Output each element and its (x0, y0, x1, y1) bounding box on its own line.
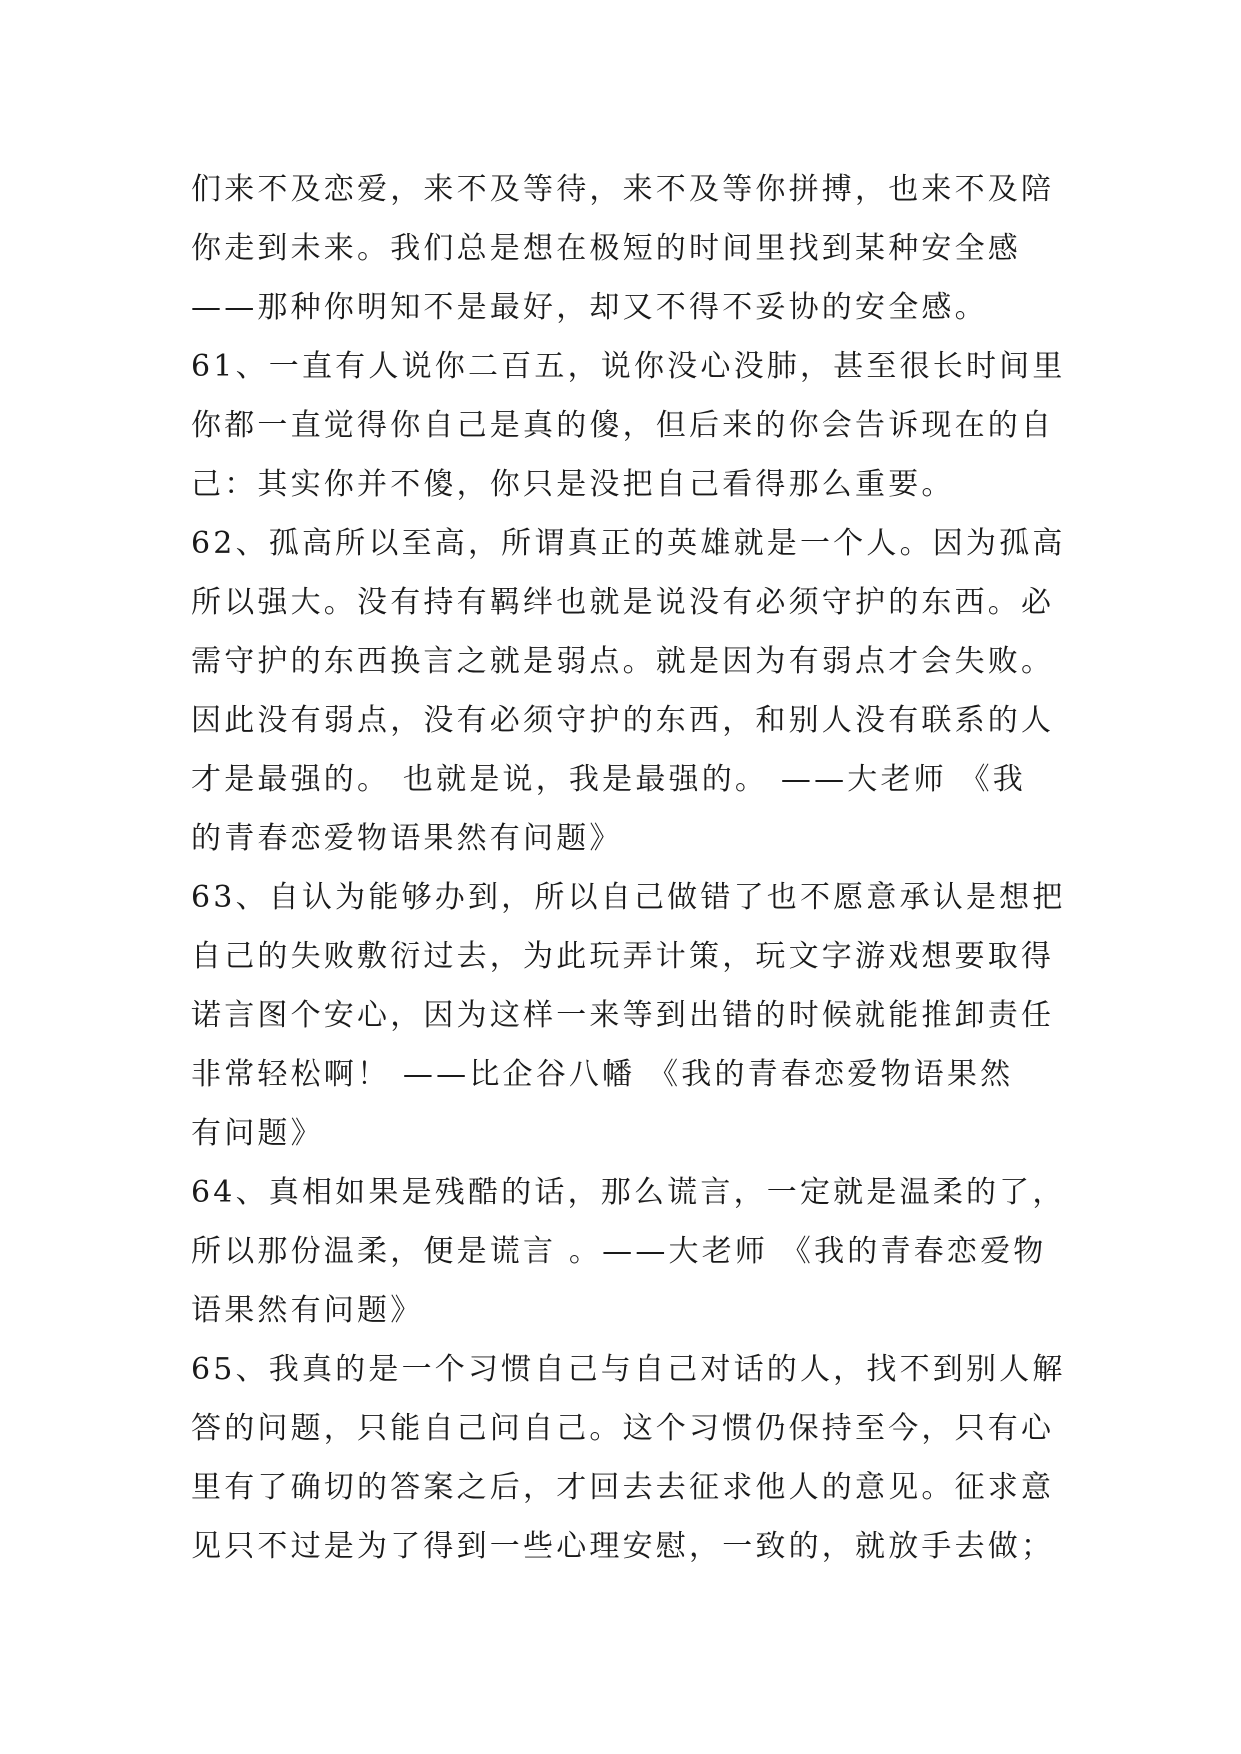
text-line: 的青春恋爱物语果然有问题》 (191, 821, 623, 856)
text-line: 所以那份温柔，便是谎言 。——大老师 《我的青春恋爱物 (191, 1234, 1047, 1269)
text-line: 因此没有弱点，没有必须守护的东西，和别人没有联系的人 (191, 703, 1055, 738)
text-line: 需守护的东西换言之就是弱点。就是因为有弱点才会失败。 (191, 644, 1055, 679)
text-line: 63、自认为能够办到，所以自己做错了也不愿意承认是想把 (191, 880, 1066, 915)
text-line: 见只不过是为了得到一些心理安慰，一致的，就放手去做； (191, 1529, 1055, 1564)
text-line: 65、我真的是一个习惯自己与自己对话的人，找不到别人解 (191, 1352, 1066, 1387)
text-line: 64、真相如果是残酷的话，那么谎言，一定就是温柔的了， (191, 1175, 1066, 1210)
text-line: ——那种你明知不是最好，却又不得不妥协的安全感。 (191, 290, 988, 325)
text-line: 里有了确切的答案之后，才回去去征求他人的意见。征求意 (191, 1470, 1055, 1505)
text-line: 语果然有问题》 (191, 1293, 424, 1328)
text-line: 62、孤高所以至高，所谓真正的英雄就是一个人。因为孤高 (191, 526, 1066, 561)
text-line: 有问题》 (191, 1116, 324, 1151)
text-line: 们来不及恋爱，来不及等待，来不及等你拼搏，也来不及陪 (191, 172, 1055, 207)
document-body (191, 160, 1071, 1576)
text-line: 答的问题，只能自己问自己。这个习惯仍保持至今，只有心 (191, 1411, 1055, 1446)
text-line: 才是最强的。 也就是说，我是最强的。 ——大老师 《我 (191, 762, 1027, 797)
text-line: 非常轻松啊！ ——比企谷八幡 《我的青春恋爱物语果然 (191, 1057, 1014, 1092)
text-line: 自己的失败敷衍过去，为此玩弄计策，玩文字游戏想要取得 (191, 939, 1055, 974)
text-line: 所以强大。没有持有羁绊也就是说没有必须守护的东西。必 (191, 585, 1055, 620)
text-line: 61、一直有人说你二百五，说你没心没肺，甚至很长时间里 (191, 349, 1066, 384)
text-line: 你走到未来。我们总是想在极短的时间里找到某种安全感 (191, 231, 1021, 266)
text-line: 己：其实你并不傻，你只是没把自己看得那么重要。 (191, 467, 955, 502)
text-line: 诺言图个安心，因为这样一来等到出错的时候就能推卸责任 (191, 998, 1055, 1033)
text-line: 你都一直觉得你自己是真的傻，但后来的你会告诉现在的自 (191, 408, 1055, 443)
